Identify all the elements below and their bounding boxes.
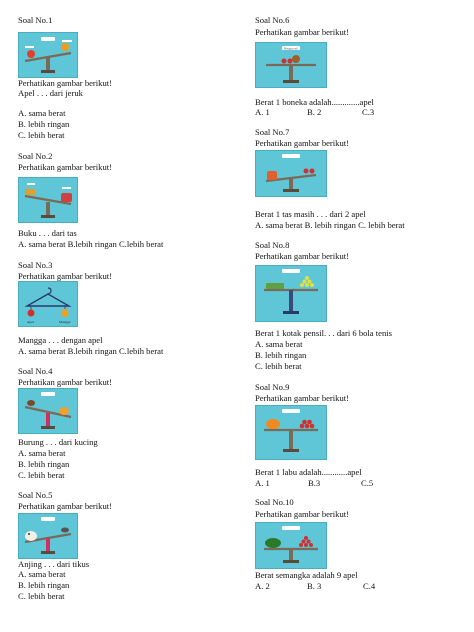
q9-stem: Berat 1 labu adalah............apel [255, 467, 362, 477]
q6-stem: Berat 1 boneka adalah.............apel [255, 97, 374, 107]
q8-instruction: Perhatikan gambar berikut! [255, 251, 350, 261]
q2-options: A. sama berat B.lebih ringan C.lebih berat [18, 239, 164, 249]
q2-instruction: Perhatikan gambar berikut! [18, 162, 113, 172]
q9-option-c: C.5 [361, 478, 374, 488]
q1-option-b: B. lebih ringan [18, 119, 70, 129]
q6-option-a: A. 1 [255, 107, 270, 117]
q8-option-a: A. sama berat [255, 339, 303, 349]
q3-stem: Mangga . . . dengan apel [18, 335, 103, 345]
q4-stem: Burung . . . dari kucing [18, 437, 98, 447]
q1-option-c: C. lebih berat [18, 130, 65, 140]
q5-title: Soal No.5 [18, 490, 53, 500]
q4-option-c: C. lebih berat [18, 470, 65, 480]
q5-option-c: C. lebih berat [18, 591, 65, 601]
q1-title: Soal No.1 [18, 15, 53, 25]
q10-instruction: Perhatikan gambar berikut! [255, 509, 350, 519]
q9-options [255, 478, 455, 489]
q5-scale-image [18, 513, 78, 559]
q10-scale-image [255, 522, 327, 569]
q4-option-b: B. lebih ringan [18, 459, 70, 469]
q10-option-b: B. 3 [307, 581, 322, 591]
q9-option-b: B.3 [308, 478, 321, 488]
q7-title: Soal No.7 [255, 127, 290, 137]
q4-instruction: Perhatikan gambar berikut! [18, 377, 113, 387]
q4-option-a: A. sama berat [18, 448, 66, 458]
q2-title: Soal No.2 [18, 151, 53, 161]
svg-text:Apel: Apel [27, 320, 34, 324]
svg-text:Mengapa ini?: Mengapa ini? [284, 47, 299, 51]
q1-option-a: A. sama berat [18, 108, 66, 118]
q5-stem: Anjing . . . dari tikus [18, 559, 90, 569]
q8-stem: Berat 1 kotak pensil. . . dari 6 bola tenis [255, 328, 392, 338]
q10-options [255, 581, 455, 592]
q6-option-c: C.3 [362, 107, 375, 117]
q3-hanger-image [18, 281, 78, 327]
q6-options [255, 107, 455, 118]
q10-title: Soal No.10 [255, 497, 294, 507]
q8-title: Soal No.8 [255, 240, 290, 250]
q9-title: Soal No.9 [255, 382, 290, 392]
q9-scale-image [255, 405, 327, 460]
q9-option-a: A. 1 [255, 478, 270, 488]
svg-text:Mangga: Mangga [59, 320, 71, 324]
q6-instruction: Perhatikan gambar berikut! [255, 27, 350, 37]
q7-stem: Berat 1 tas masih . . . dari 2 apel [255, 209, 366, 219]
q1-instruction: Perhatikan gambar berikut! [18, 78, 113, 88]
q8-option-c: C. lebih berat [255, 361, 302, 371]
q3-instruction: Perhatikan gambar berikut! [18, 271, 113, 281]
q1-scale-image [18, 32, 78, 78]
q10-stem: Berat semangka adalah 9 apel [255, 570, 358, 580]
q5-instruction: Perhatikan gambar berikut! [18, 501, 113, 511]
q10-option-c: C.4 [363, 581, 376, 591]
q8-scale-image [255, 265, 327, 322]
q6-title: Soal No.6 [255, 15, 290, 25]
q3-options: A. sama berat B.lebih ringan C.lebih berat [18, 346, 164, 356]
q9-instruction: Perhatikan gambar berikut! [255, 393, 350, 403]
q5-option-b: B. lebih ringan [18, 580, 70, 590]
q8-option-b: B. lebih ringan [255, 350, 307, 360]
q7-options: A. sama berat B. lebih ringan C. lebih berat [255, 220, 405, 230]
q6-scale-image [255, 42, 327, 88]
q6-option-b: B. 2 [307, 107, 322, 117]
q7-scale-image [255, 150, 327, 197]
q2-stem: Buku . . . dari tas [18, 228, 77, 238]
q4-title: Soal No.4 [18, 366, 53, 376]
q5-option-a: A. sama berat [18, 569, 66, 579]
q4-scale-image [18, 388, 78, 434]
q7-instruction: Perhatikan gambar berikut! [255, 138, 350, 148]
q3-title: Soal No.3 [18, 260, 53, 270]
q10-option-a: A. 2 [255, 581, 270, 591]
q2-scale-image [18, 177, 78, 223]
q1-stem: Apel . . . dari jeruk [18, 88, 83, 98]
